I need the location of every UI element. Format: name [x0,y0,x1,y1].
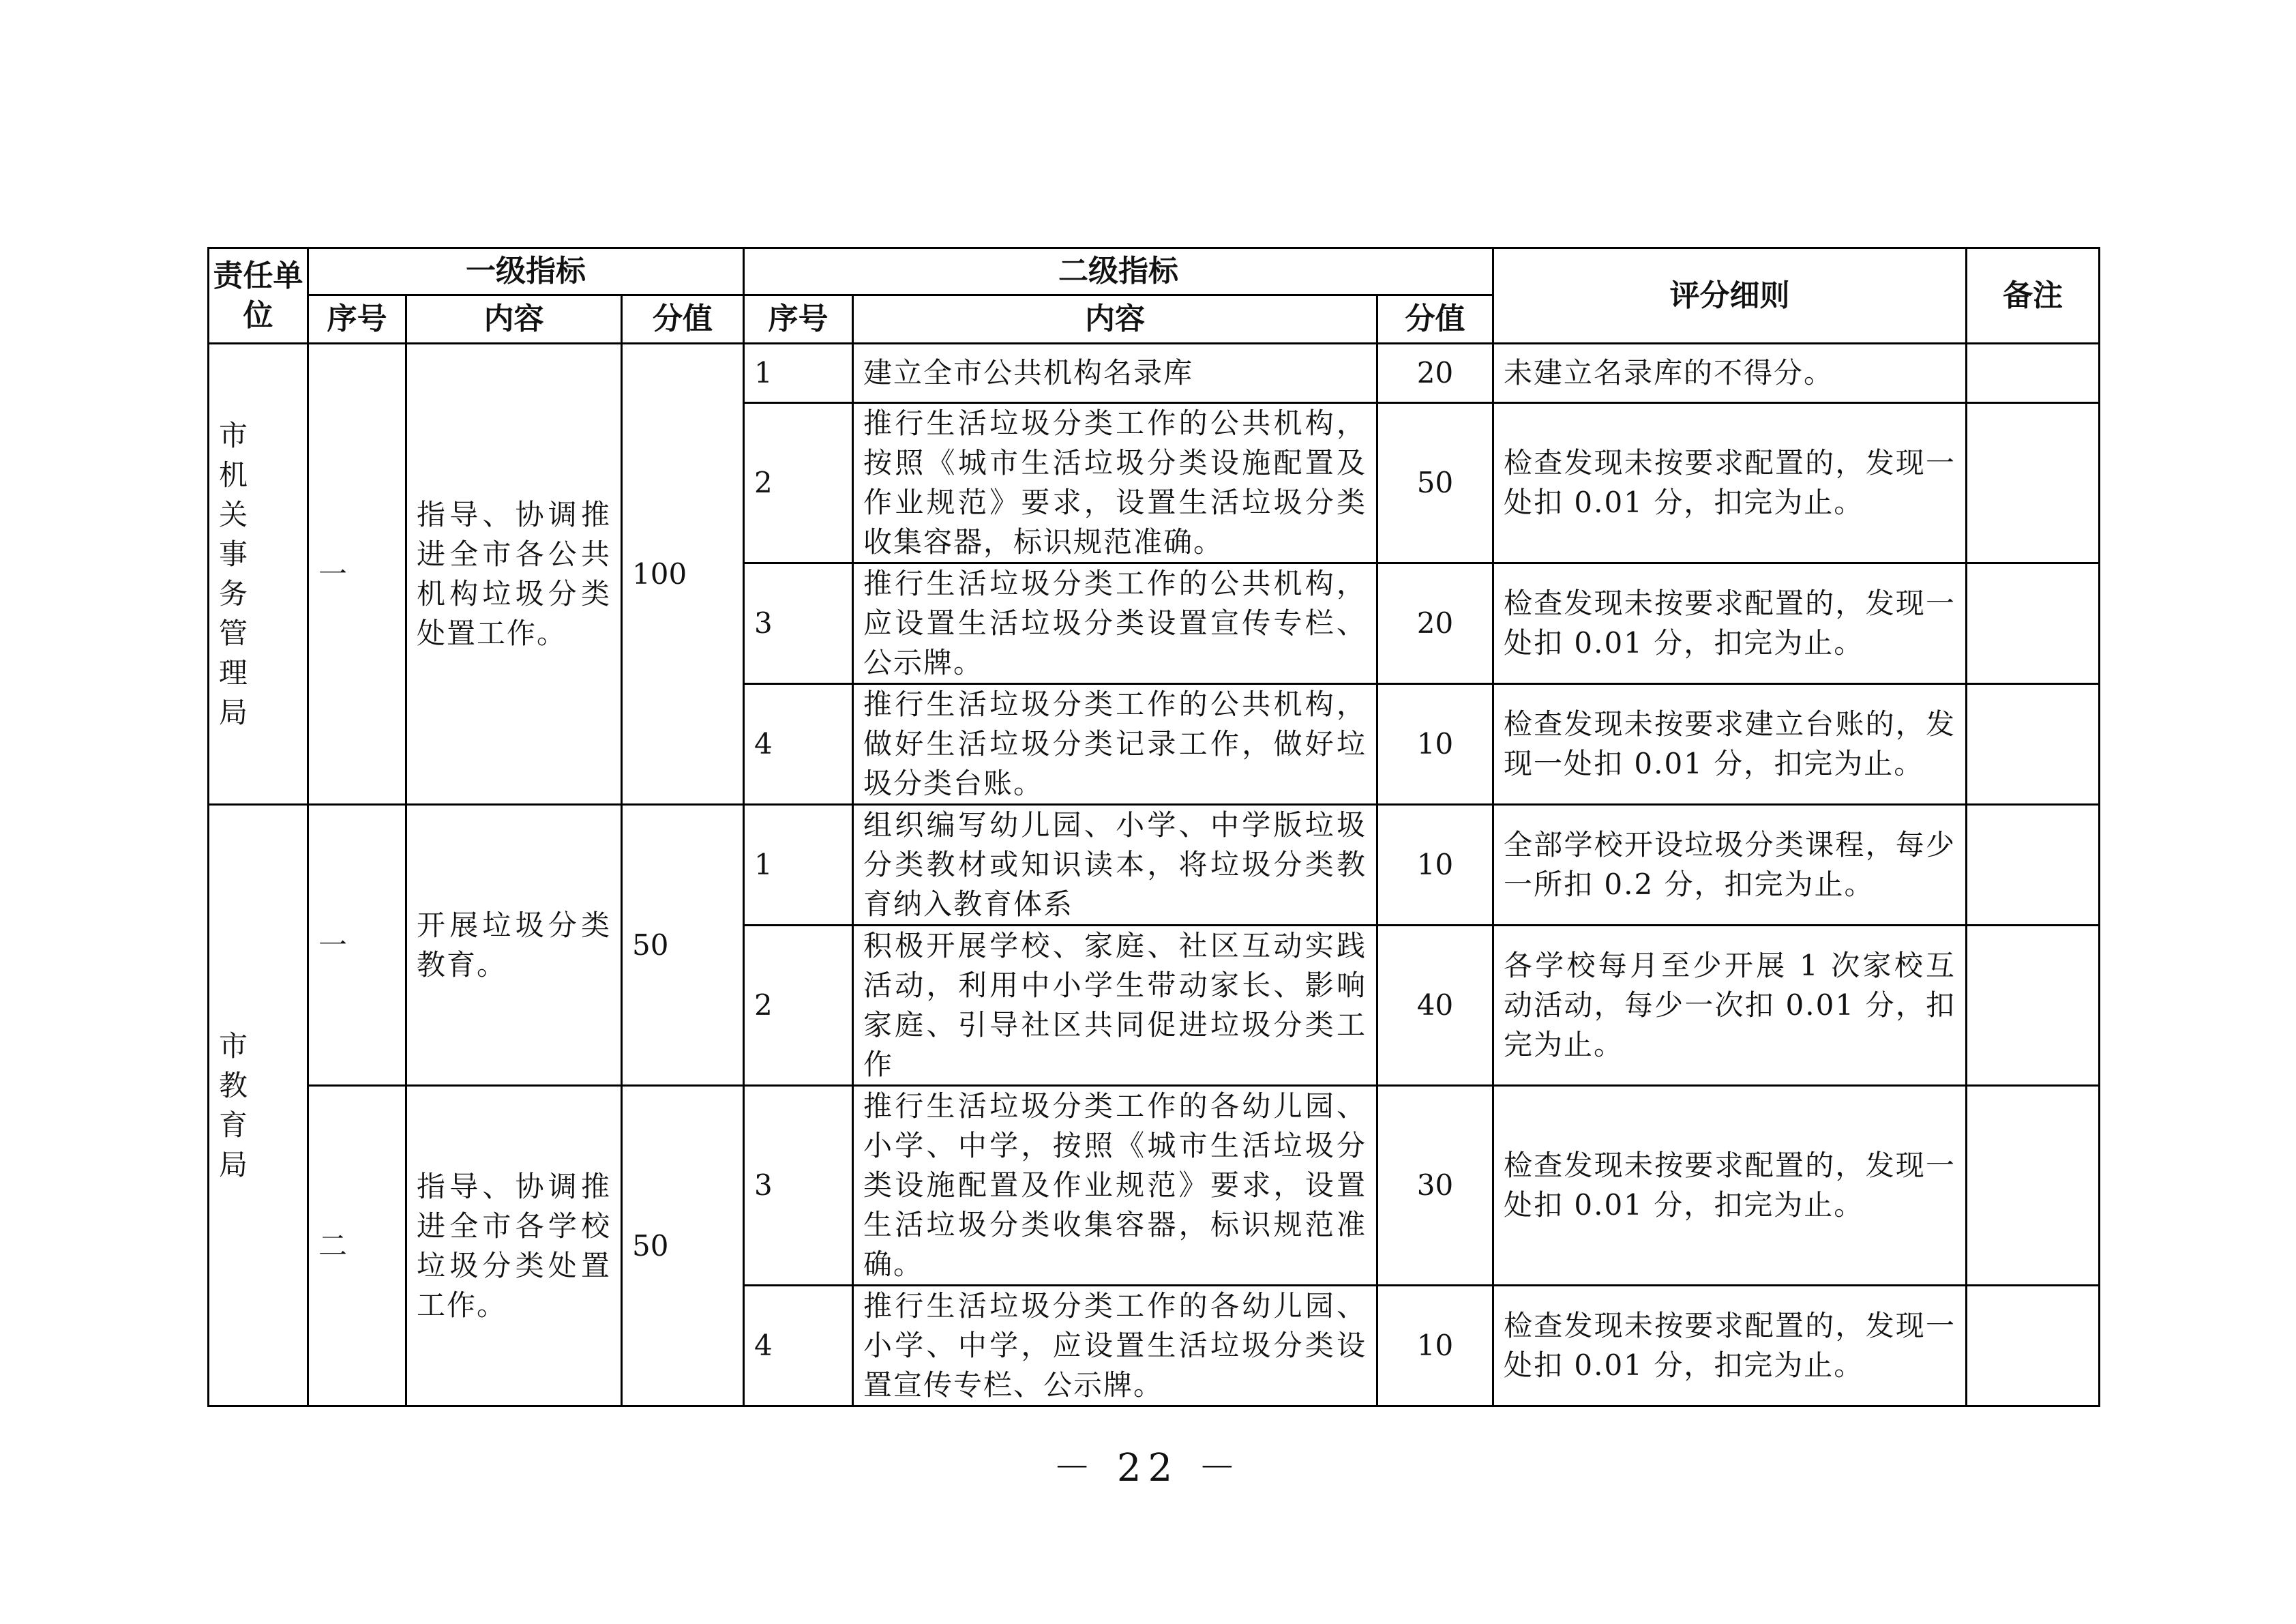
l2-score-cell: 30 [1377,1086,1493,1286]
rule-cell: 检查发现未按要求配置的，发现一处扣 0.01 分，扣完为止。 [1493,403,1967,563]
unit-cell: 市机关事务管理局 [209,344,308,805]
table-row [209,1086,2100,1286]
rule-cell: 未建立名录库的不得分。 [1493,344,1967,403]
l1-score-cell: 50 [622,805,744,1086]
l2-content-cell: 推行生活垃圾分类工作的各幼儿园、小学、中学，应设置生活垃圾分类设置宣传专栏、公示牌。 [853,1286,1377,1406]
header-rule: 评分细则 [1493,248,1967,344]
l2-score-cell: 20 [1377,344,1493,403]
rule-cell: 各学校每月至少开展 1 次家校互动活动，每少一次扣 0.01 分，扣完为止。 [1493,926,1967,1086]
scoring-table [207,247,2100,1407]
l2-content-cell: 推行生活垃圾分类工作的公共机构，应设置生活垃圾分类设置宣传专栏、公示牌。 [853,563,1377,684]
l1-content-cell: 开展垃圾分类教育。 [406,805,622,1086]
rule-cell: 检查发现未按要求建立台账的，发现一处扣 0.01 分，扣完为止。 [1493,684,1967,805]
l2-content-cell: 积极开展学校、家庭、社区互动实践活动，利用中小学生带动家长、影响家庭、引导社区共同促进垃圾分类工作 [853,926,1377,1086]
l2-content-cell: 建立全市公共机构名录库 [853,344,1377,403]
l2-seq-cell: 3 [744,563,853,684]
header-l1-content: 内容 [406,295,622,344]
table-row [209,805,2100,926]
l1-seq-cell: 一 [308,344,406,805]
l2-content-cell: 推行生活垃圾分类工作的各幼儿园、小学、中学，按照《城市生活垃圾分类设施配置及作业规范》要求，设置生活垃圾分类收集容器，标识规范准确。 [853,1086,1377,1286]
l2-seq-cell: 1 [744,805,853,926]
remark-cell [1967,1286,2100,1406]
rule-cell: 检查发现未按要求配置的，发现一处扣 0.01 分，扣完为止。 [1493,563,1967,684]
header-level2: 二级指标 [744,248,1493,295]
rule-cell: 全部学校开设垃圾分类课程，每少一所扣 0.2 分，扣完为止。 [1493,805,1967,926]
remark-cell [1967,1086,2100,1286]
unit-cell: 市教育局 [209,805,308,1406]
l1-content-cell: 指导、协调推进全市各学校垃圾分类处置工作。 [406,1086,622,1406]
remark-cell [1967,344,2100,403]
l2-seq-cell: 4 [744,1286,853,1406]
l2-score-cell: 20 [1377,563,1493,684]
remark-cell [1967,805,2100,926]
table-row [209,344,2100,403]
l2-seq-cell: 2 [744,926,853,1086]
l2-score-cell: 50 [1377,403,1493,563]
header-l2-score: 分值 [1377,295,1493,344]
header-unit: 责任单位 [209,248,308,344]
l2-score-cell: 40 [1377,926,1493,1086]
page-number: － 22 － [1053,1446,1243,1490]
l1-seq-cell: 一 [308,805,406,1086]
l2-content-cell: 推行生活垃圾分类工作的公共机构，按照《城市生活垃圾分类设施配置及作业规范》要求，设置生活垃圾分类收集容器，标识规范准确。 [853,403,1377,563]
l1-seq-cell: 二 [308,1086,406,1406]
l2-score-cell: 10 [1377,805,1493,926]
l1-score-cell: 50 [622,1086,744,1406]
rule-cell: 检查发现未按要求配置的，发现一处扣 0.01 分，扣完为止。 [1493,1286,1967,1406]
l2-seq-cell: 1 [744,344,853,403]
remark-cell [1967,684,2100,805]
rule-cell: 检查发现未按要求配置的，发现一处扣 0.01 分，扣完为止。 [1493,1086,1967,1286]
header-remark: 备注 [1967,248,2100,344]
header-l2-seq: 序号 [744,295,853,344]
l2-seq-cell: 4 [744,684,853,805]
remark-cell [1967,563,2100,684]
remark-cell [1967,403,2100,563]
l2-content-cell: 推行生活垃圾分类工作的公共机构，做好生活垃圾分类记录工作，做好垃圾分类台账。 [853,684,1377,805]
header-l1-score: 分值 [622,295,744,344]
l2-seq-cell: 2 [744,403,853,563]
l1-score-cell: 100 [622,344,744,805]
header-level1: 一级指标 [308,248,744,295]
l2-content-cell: 组织编写幼儿园、小学、中学版垃圾分类教材或知识读本，将垃圾分类教育纳入教育体系 [853,805,1377,926]
l2-seq-cell: 3 [744,1086,853,1286]
remark-cell [1967,926,2100,1086]
l1-content-cell: 指导、协调推进全市各公共机构垃圾分类处置工作。 [406,344,622,805]
l2-score-cell: 10 [1377,684,1493,805]
header-l2-content: 内容 [853,295,1377,344]
header-l1-seq: 序号 [308,295,406,344]
l2-score-cell: 10 [1377,1286,1493,1406]
